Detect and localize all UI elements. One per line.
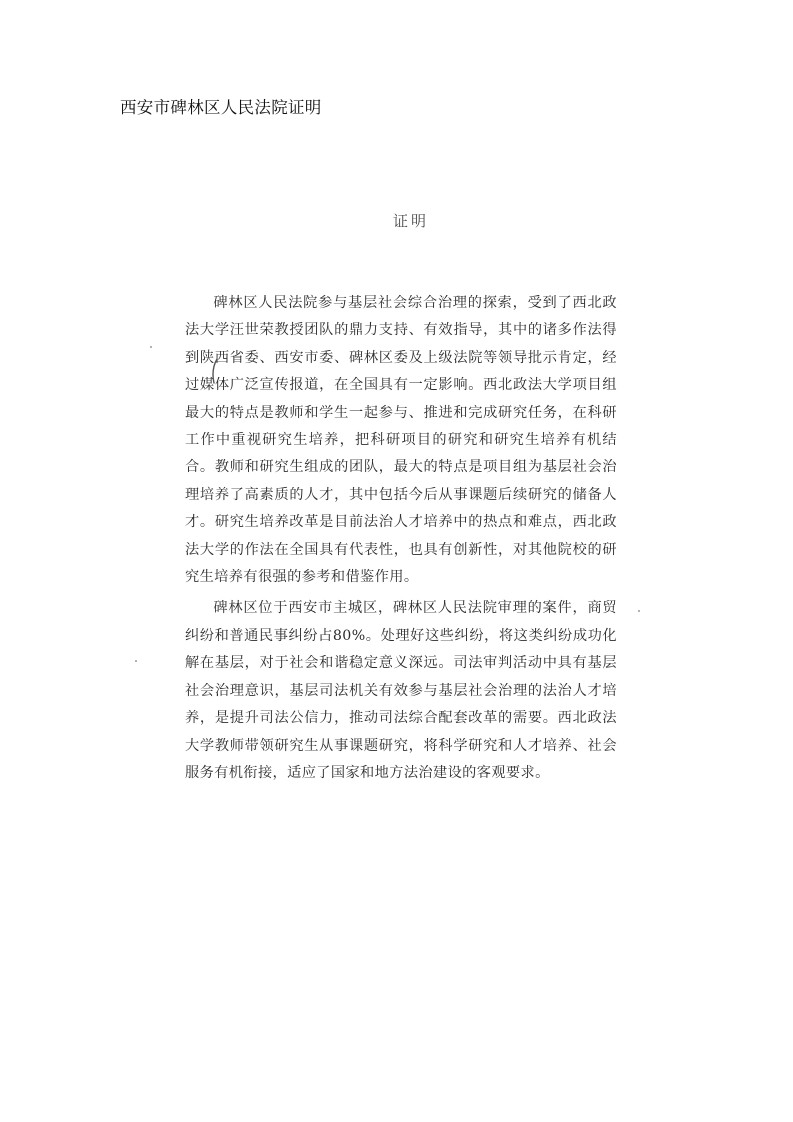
body-paragraph-1: 碑林区人民法院参与基层社会综合治理的探索，受到了西北政法大学汪世荣教授团队的鼎力支持、有效指导，其中的诸多作法得到陕西省委、西安市委、碑林区委及上级法院等领导批示肯定，经过媒体广泛宣传报道，在全国具有一定影响。西北政法大学项目组最大的特点是教师和学生一起参与、推进和完成研究任务，在科研工作中重视研究生培养，把科研项目的研究和研究生培养有机结合。教师和研究生组成的团队，最大的特点是项目组为基层社会治理培养了高素质的人才，其中包括今后从事课题后续研究的储备人才。研究生培养改革是目前法治人才培养中的热点和难点，西北政法大学的作法在全国具有代表性，也具有创新性，对其他院校的研究生培养有很强的参考和借鉴作用。 <box>185 295 617 586</box>
scan-speck <box>135 660 137 662</box>
scanned-certificate <box>185 210 617 787</box>
certificate-title: 证明 <box>392 212 429 230</box>
scan-speck <box>638 610 640 612</box>
certificate-body <box>185 290 617 787</box>
handwritten-pen-mark <box>210 358 220 384</box>
page-header-title: 西安市碑林区人民法院证明 <box>120 98 322 117</box>
body-paragraph-2: 碑林区位于西安市主城区，碑林区人民法院审理的案件，商贸纠纷和普通民事纠纷占80%。处理好这些纠纷，将这类纠纷成功化解在基层，对于社会和谐稳定意义深远。司法审判活动中具有基层社会治理意识，基层司法机关有效参与基层社会治理的法治人才培养，是提升司法公信力，推动司法综合配套改革的需要。西北政法大学教师带领研究生从事课题研究，将科学研究和人才培养、社会服务有机衔接，适应了国家和地方法治建设的客观要求。 <box>185 600 617 781</box>
scan-speck <box>150 346 152 348</box>
